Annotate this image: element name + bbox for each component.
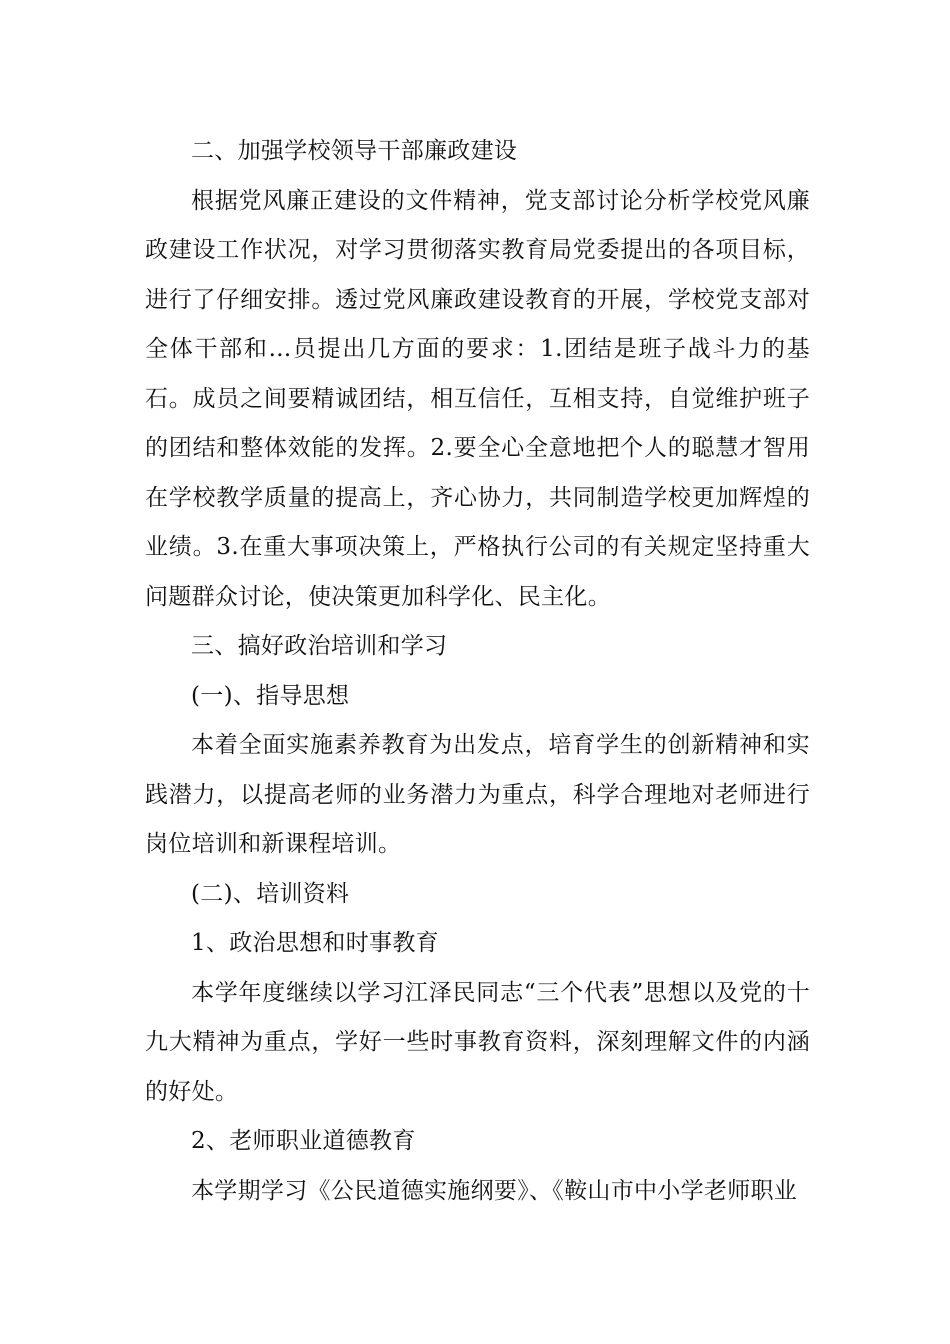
paragraph-party-building: 根据党风廉正建设的文件精神，党支部讨论分析学校党风廉政建设工作状况，对学习贯彻落实教育局党委提出的各项目标，进行了仔细安排。透过党风廉政建设教育的开展，学校党支部对全体干部和...员提出几方面的要求：1.团结是班子战斗力的基石。成员之间要精诚团结，相互信任，互相支持，自觉维护班子的团结和整体效能的发挥。2.要全心全意地把个人的聪慧才智用在学校教学质量的提高上，齐心协力，共同制造学校更加辉煌的业绩。3.在重大事项决策上，严格执行公司的有关规定坚持重大问题群众讨论，使决策更加科学化、民主化。 (145, 187, 810, 610)
subsection-heading-training-materials: (二)、培训资料 (191, 880, 350, 907)
section-heading-2: 二、加强学校领导干部廉政建设 (191, 138, 518, 164)
paragraph-ethics-education: 本学期学习《公民道德实施纲要》、《鞍山市中小学老师职业 (191, 1177, 798, 1204)
section-heading-3: 三、搞好政治培训和学习 (191, 633, 448, 659)
item-heading-political-education: 1、政治思想和时事教育 (191, 930, 439, 956)
item-heading-ethics-education: 2、老师职业道德教育 (191, 1128, 416, 1154)
paragraph-political-education: 本学年度继续以学习江泽民同志“三个代表”思想以及党的十九大精神为重点，学好一些时事教育资料，深刻理解文件的内涵的好处。 (145, 979, 810, 1105)
document-body (145, 127, 810, 1216)
subsection-heading-guiding-thought: (一)、指导思想 (191, 682, 350, 709)
paragraph-guiding-thought: 本着全面实施素养教育为出发点，培育学生的创新精神和实践潜力，以提高老师的业务潜力为重点，科学合理地对老师进行岗位培训和新课程培训。 (145, 732, 810, 857)
